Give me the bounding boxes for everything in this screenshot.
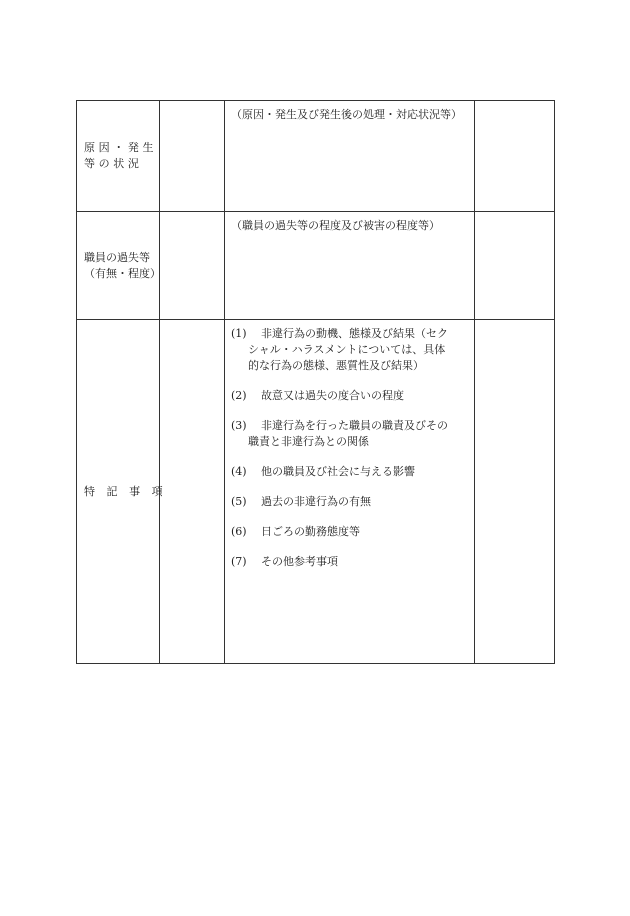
item-number: (1) — [231, 327, 247, 340]
description-cell[interactable] — [225, 101, 475, 212]
blank-cell[interactable] — [160, 212, 225, 320]
list-item — [231, 326, 470, 374]
item-text: 日ごろの勤務態度等 — [261, 525, 360, 538]
item-text: 非違行為を行った職員の職責及びその — [261, 419, 448, 432]
item-text: 故意又は過失の度合いの程度 — [261, 389, 404, 402]
item-text: 職責と非違行為との関係 — [248, 435, 369, 448]
blank-cell[interactable] — [475, 101, 555, 212]
list-item — [231, 388, 470, 404]
hint-text: （職員の過失等の程度及び被害の程度等） — [231, 219, 440, 232]
list-item — [231, 494, 470, 510]
item-number: (4) — [231, 465, 247, 478]
blank-cell[interactable] — [160, 101, 225, 212]
label-line: （有無・程度） — [84, 266, 161, 280]
item-number: (5) — [231, 495, 247, 508]
blank-cell[interactable] — [475, 212, 555, 320]
table-row — [77, 212, 555, 320]
table-row — [77, 320, 555, 664]
row-label-cause — [77, 101, 160, 212]
item-number: (6) — [231, 525, 247, 538]
blank-cell[interactable] — [475, 320, 555, 664]
label-line: 職員の過失等 — [84, 250, 150, 264]
item-text: 非違行為の動機、態様及び結果（セク — [261, 327, 448, 340]
item-text: その他参考事項 — [261, 555, 338, 568]
label-line: 特記事項 — [84, 484, 175, 498]
item-text: シャル・ハラスメントについては、具体 — [248, 343, 446, 356]
label-line: 等の状況 — [84, 157, 143, 170]
item-text: 他の職員及び社会に与える影響 — [261, 465, 415, 478]
row-label-special-notes — [77, 320, 175, 664]
list-item — [231, 524, 470, 540]
list-item — [231, 418, 470, 450]
item-number: (7) — [231, 555, 247, 568]
item-number: (3) — [231, 419, 247, 432]
incident-report-table — [76, 100, 555, 664]
list-item — [231, 554, 470, 570]
table-row — [77, 101, 555, 212]
description-cell[interactable] — [225, 320, 475, 664]
item-number: (2) — [231, 389, 247, 402]
hint-text: （原因・発生及び発生後の処理・対応状況等） — [231, 108, 462, 121]
list-item — [231, 464, 470, 480]
description-cell[interactable] — [225, 212, 475, 320]
item-text: 過去の非違行為の有無 — [261, 495, 371, 508]
row-label-negligence — [77, 212, 160, 320]
label-line: 原因・発生 — [84, 141, 158, 154]
item-text: 的な行為の態様、悪質性及び結果） — [248, 359, 424, 372]
